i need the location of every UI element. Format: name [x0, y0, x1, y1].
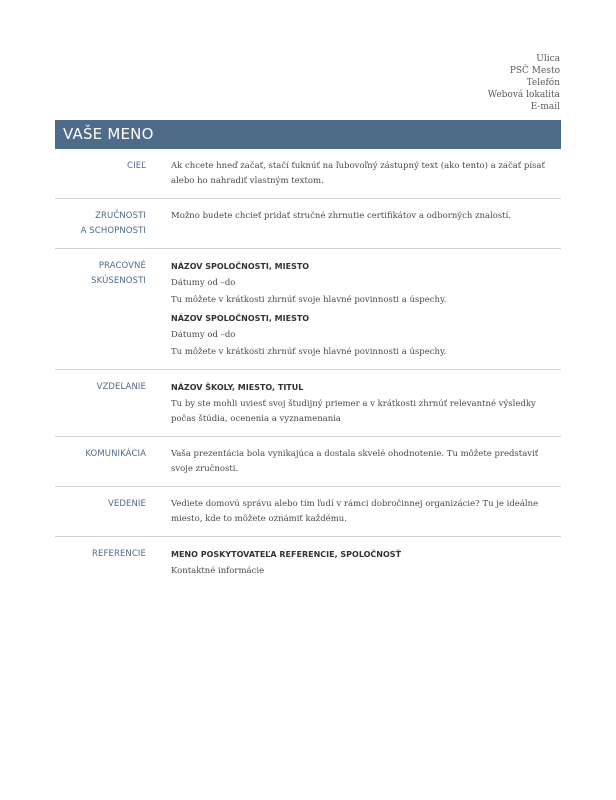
objective-text[interactable]: Ak chcete hneď začať, stačí ťuknúť na ľubovoľný zástupný text (ako tento) a začať písať alebo ho nahradiť vlastným textom. [171, 161, 545, 186]
contact-street[interactable]: Ulica [536, 54, 560, 64]
section-content-experience [171, 259, 561, 360]
leadership-text[interactable]: Vediete domovú správu alebo tím ľudí v rámci dobročinnej organizácie? Tu je ideálne miesto, kde to môžete oznámiť každému. [171, 499, 539, 524]
contact-block [488, 53, 560, 113]
section-label-communication: KOMUNIKÁCIA [85, 449, 146, 459]
education-text[interactable]: Tu by ste mohli uviesť svoj študijný priemer a v krátkosti zhrnúť relevantné výsledky počas štúdia, ocenenia a vyznamenania [171, 399, 536, 424]
contact-zip-city[interactable]: PSČ Mesto [509, 66, 560, 76]
skills-text[interactable]: Možno budete chcieť pridať stručné zhrnutie certifikátov a odborných znalostí. [171, 211, 512, 221]
section-objective [55, 149, 561, 199]
section-education [55, 370, 561, 437]
job-dates[interactable]: Dátumy od –do [171, 278, 236, 288]
job-heading[interactable]: NÁZOV SPOLOČNOSTI, MIESTO [171, 262, 310, 271]
section-label-references: REFERENCIE [92, 549, 146, 559]
section-references [55, 537, 561, 588]
contact-phone[interactable]: Telefón [526, 78, 560, 88]
contact-website[interactable]: Webová lokalita [487, 90, 560, 100]
job-description[interactable]: Tu môžete v krátkosti zhrnúť svoje hlavné povinnosti a úspechy. [171, 295, 447, 305]
reference-text[interactable]: Kontaktné informácie [171, 566, 265, 576]
section-communication [55, 437, 561, 487]
section-label-skills-line2: A SCHOPNOSTI [80, 226, 146, 236]
job-heading[interactable]: NÁZOV SPOLOČNOSTI, MIESTO [171, 314, 310, 323]
section-content-education [171, 380, 561, 427]
job-description[interactable]: Tu môžete v krátkosti zhrnúť svoje hlavné povinnosti a úspechy. [171, 347, 447, 357]
section-skills [55, 199, 561, 249]
section-label-education: VZDELANIE [96, 382, 146, 392]
section-label-experience [55, 259, 146, 360]
section-content-skills [171, 209, 561, 239]
job-dates[interactable]: Dátumy od –do [171, 330, 236, 340]
name-banner[interactable]: VAŠE MENO [55, 120, 561, 149]
section-label-experience-line1: PRACOVNÉ [98, 261, 146, 271]
contact-email[interactable]: E-mail [530, 102, 560, 112]
resume-sections [55, 149, 561, 588]
section-content-references [171, 547, 561, 579]
reference-heading[interactable]: MENO POSKYTOVATEĽA REFERENCIE, SPOLOČNOSŤ [171, 550, 402, 559]
section-leadership [55, 487, 561, 537]
communication-text[interactable]: Vaša prezentácia bola vynikajúca a dostala skvelé ohodnotenie. Tu môžete predstaviť svoje zručnosti. [171, 449, 539, 474]
section-content-leadership [171, 497, 561, 527]
section-label-leadership: VEDENIE [107, 499, 146, 509]
section-content-objective [171, 159, 561, 189]
section-label-skills [55, 209, 146, 239]
section-experience [55, 249, 561, 370]
education-heading[interactable]: NÁZOV ŠKOLY, MIESTO, TITUL [171, 383, 304, 392]
section-label-objective: CIEĽ [127, 161, 146, 171]
section-content-communication [171, 447, 561, 477]
section-label-experience-line2: SKÚSENOSTI [91, 276, 146, 286]
section-label-skills-line1: ZRUČNOSTI [95, 211, 146, 221]
